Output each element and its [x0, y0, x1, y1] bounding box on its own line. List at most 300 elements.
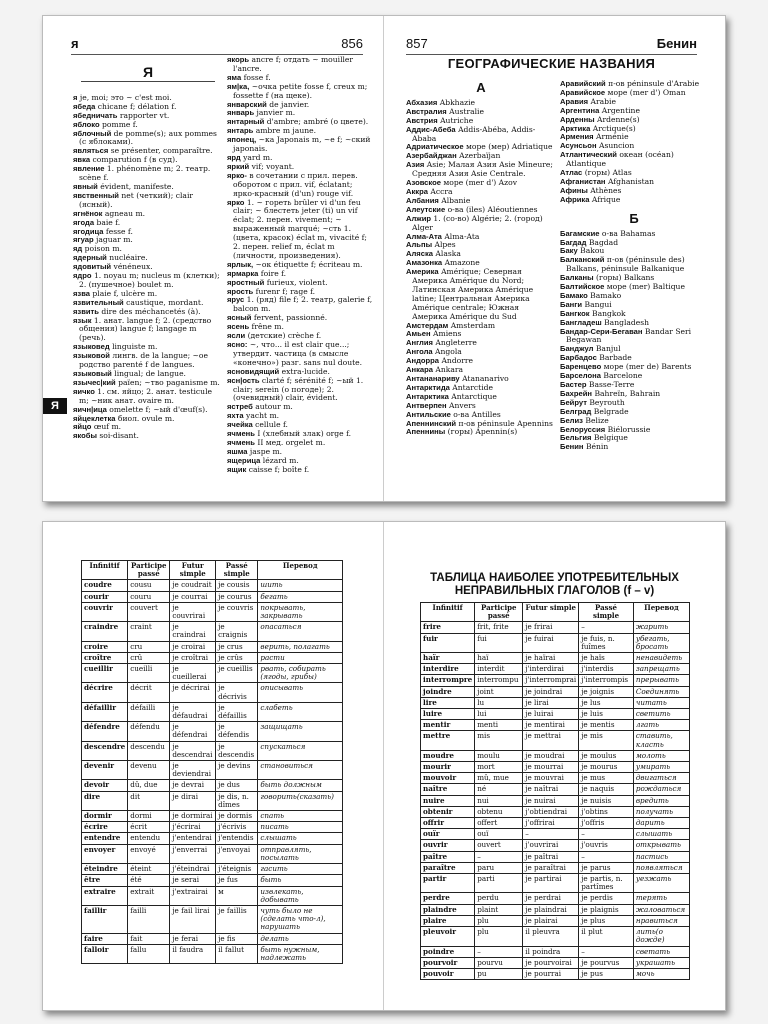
dictionary-entry: Алжир 1. (со-во) Algérie; 2. (город) Alger	[406, 213, 543, 232]
table-cell: говорить(сказать)	[258, 791, 343, 810]
dictionary-entry: Банджул Banjul	[560, 344, 621, 354]
table-cell: je mettrai	[523, 731, 579, 750]
table-cell: je parus	[579, 862, 634, 873]
table-cell: je crûs	[216, 652, 258, 663]
dictionary-entry: ясно: ~, что... il est clair que...; утвердит. частица (в смысле «конечно») разг. sans nul doute.	[227, 340, 363, 367]
dictionary-entry: ярко 1. ~ гореть brûler vi d'un feu clair; ~ блестеть jeter (ti) un vif éclat; 2. перен. vivement; ~ выраженный marqué; ~сть 1. (цвета, красок) éclat m, vivacité f; 2. перен. relief m, éclat m (личности, произведения).	[227, 197, 367, 260]
dictionary-entry: Алеутские о-ва (iles) Aléoutiennes	[406, 204, 538, 214]
table-row	[421, 795, 690, 806]
table-cell: pleuvoir	[421, 927, 475, 946]
dictionary-entry: яйцо œuf m.	[73, 422, 122, 432]
table-cell: été	[128, 875, 170, 886]
dictionary-entry: Бахрейн Bahreïn, Bahrain	[560, 388, 661, 398]
dictionary-entry: Ангола Angola	[406, 347, 462, 357]
table-row	[82, 702, 343, 721]
dictionary-entry: январь janvier m.	[227, 108, 296, 118]
verb-table-page-right	[384, 522, 725, 1010]
table-cell: je joignis	[579, 686, 634, 697]
dictionary-entry: ядро 1. noyau m; nucleus m (клетки); 2. (пушечное) boulet m.	[73, 271, 220, 289]
table-cell: fui	[475, 633, 523, 652]
table-row	[421, 968, 690, 979]
table-cell: offrir	[421, 818, 475, 829]
table-row	[421, 904, 690, 915]
table-cell: терять	[633, 893, 689, 904]
table-cell: écrire	[82, 822, 128, 833]
table-cell: luire	[421, 709, 475, 720]
table-cell: je fail lirai	[170, 905, 216, 933]
table-cell: je luis	[579, 709, 634, 720]
dictionary-entry: Азия Asie; Малая Азия Asie Mineure; Средняя Азия Asie Centrale.	[406, 160, 553, 179]
dictionary-entry: яшма jaspe m.	[227, 446, 283, 456]
table-row	[82, 652, 343, 663]
header-word: Бенин	[656, 36, 697, 51]
dictionary-entry: Бейрут Beyrouth	[560, 397, 625, 407]
dictionary-entry: Альпы Alpes	[406, 240, 456, 250]
table-cell: пастись	[633, 851, 689, 862]
table-cell: j'entendrai	[170, 833, 216, 844]
table-cell: naître	[421, 784, 475, 795]
table-cell: je cueillerai	[170, 664, 216, 683]
dictionary-entry: Арденны Ardenne(s)	[560, 114, 640, 124]
table-cell: fallu	[128, 944, 170, 963]
dictionary-entry: янтарный d'ambre; ambré (о цвете).	[227, 117, 369, 127]
table-cell: je dormirai	[170, 811, 216, 822]
table-row	[82, 905, 343, 933]
table-cell: –	[475, 851, 523, 862]
table-cell: interrompre	[421, 675, 475, 686]
table-cell: je décrirai	[170, 683, 216, 702]
table-cell: obtenir	[421, 806, 475, 817]
table-cell: lire	[421, 697, 475, 708]
table-cell: envoyé	[128, 844, 170, 863]
table-cell: je pourrai	[523, 968, 579, 979]
table-cell: открывать	[633, 840, 689, 851]
table-cell: je faillis	[216, 905, 258, 933]
table-cell: je moudrai	[523, 750, 579, 761]
dictionary-entry: ястреб autour m.	[227, 402, 293, 412]
dictionary-entry: Барселона Barcelone	[560, 371, 643, 381]
table-cell: je craignis	[216, 622, 258, 641]
dictionary-entry: язычес|кий païen; ~тво paganisme m.	[73, 377, 220, 387]
table-row	[421, 862, 690, 873]
table-cell: nui	[475, 795, 523, 806]
dictionary-entry: Аддис-Абеба Addis-Abéba, Addis-Ababa	[406, 124, 536, 143]
dictionary-entry: явление 1. phénomène m; 2. театр. scène f.	[73, 164, 211, 183]
dictionary-column-1	[73, 60, 223, 441]
table-cell: dormi	[128, 811, 170, 822]
table-cell: cueilli	[128, 664, 170, 683]
dictionary-entry: языковед linguiste m.	[73, 342, 158, 352]
table-cell: je fus	[216, 875, 258, 886]
table-cell: je dormis	[216, 811, 258, 822]
table-cell: joint	[475, 686, 523, 697]
table-cell: je mourus	[579, 762, 634, 773]
dictionary-entry: Бамако Bamako	[560, 290, 622, 300]
table-row	[82, 591, 343, 602]
dictionary-entry: яд poison m.	[73, 244, 122, 254]
verb-table-spread	[42, 521, 726, 1011]
dictionary-spread	[42, 15, 726, 502]
table-row	[421, 633, 690, 652]
section-a-heading: А	[476, 80, 486, 95]
table-cell: нравиться	[633, 915, 689, 926]
table-cell: j'entendis	[216, 833, 258, 844]
dictionary-entry: Алма-Ата Alma-Ata	[406, 231, 480, 241]
dictionary-entry: ясный fervent, passionné.	[227, 313, 328, 323]
table-cell: покрывать, закрывать	[258, 602, 343, 621]
table-row	[82, 641, 343, 652]
table-cell: –	[523, 829, 579, 840]
table-cell: j'enverrai	[170, 844, 216, 863]
table-row	[421, 697, 690, 708]
table-cell: je coudrait	[170, 580, 216, 591]
dictionary-entry: явка comparution f (в суд).	[73, 155, 178, 165]
table-row	[421, 622, 690, 633]
table-cell: м	[216, 886, 258, 905]
table-cell: шить	[258, 580, 343, 591]
table-cell: dû, due	[128, 780, 170, 791]
table-cell: –	[475, 946, 523, 957]
table-row	[421, 675, 690, 686]
dictionary-entry: Албания Albanie	[406, 195, 471, 205]
table-cell: paraître	[421, 862, 475, 873]
table-cell: cru	[128, 641, 170, 652]
dictionary-entry: ядерный nucléaire.	[73, 253, 148, 263]
table-cell: j'écrirai	[170, 822, 216, 833]
table-cell: быть	[258, 875, 343, 886]
table-row	[82, 844, 343, 863]
table-row	[421, 840, 690, 851]
table-cell: je naquis	[579, 784, 634, 795]
table-row	[82, 833, 343, 844]
table-cell: parti	[475, 874, 523, 893]
table-cell: je mus	[579, 773, 634, 784]
dictionary-entry: ясень frêne m.	[227, 322, 284, 332]
header-letter: я	[71, 36, 79, 51]
dictionary-entry: Бастер Basse-Terre	[560, 380, 635, 389]
table-row	[421, 874, 690, 893]
table-cell: молоть	[633, 750, 689, 761]
table-cell: il faudra	[170, 944, 216, 963]
dictionary-entry: Адриатическое море (мер) Adriatique	[406, 142, 553, 152]
table-cell: писать	[258, 822, 343, 833]
table-cell: жарить	[633, 622, 689, 633]
table-cell: croire	[82, 641, 128, 652]
dictionary-entry: ясли (детские) crèche f.	[227, 331, 322, 341]
table-cell: делать	[258, 933, 343, 944]
table-cell: слышать	[633, 829, 689, 840]
table-cell: je nuisis	[579, 795, 634, 806]
dictionary-entry: яблочный de pomme(s); aux pommes (с яблоками).	[73, 128, 217, 147]
dictionary-entry: Арктика Arctique(s)	[560, 123, 636, 133]
table-cell: haï	[475, 653, 523, 664]
table-cell: читать	[633, 697, 689, 708]
table-cell: je croîtrai	[170, 652, 216, 663]
table-cell: je dus	[216, 780, 258, 791]
table-row	[82, 741, 343, 760]
table-cell: poindre	[421, 946, 475, 957]
table-cell: запрещать	[633, 664, 689, 675]
table-cell: être	[82, 875, 128, 886]
dictionary-entry: Африка Afrique	[560, 194, 621, 204]
table-cell: je défaillis	[216, 702, 258, 721]
table-cell: plaint	[475, 904, 523, 915]
table-cell: получать	[633, 806, 689, 817]
table-cell: je fis	[216, 933, 258, 944]
table-cell: partir	[421, 874, 475, 893]
table-cell: mourir	[421, 762, 475, 773]
dictionary-entry: Апеннины (горы) Apennin(s)	[406, 427, 518, 437]
dictionary-entry: Асунсьон Asuncion	[560, 141, 635, 151]
table-cell: il plut	[579, 927, 634, 946]
table-cell: je haïrai	[523, 653, 579, 664]
table-cell: entendre	[82, 833, 128, 844]
table-cell: offert	[475, 818, 523, 829]
table-cell: прерывать	[633, 675, 689, 686]
dictionary-entry: Аравийское море (mer d') Oman	[560, 87, 686, 97]
table-row	[421, 773, 690, 784]
dictionary-entry: яхта yacht m.	[227, 411, 280, 421]
table-cell: mentir	[421, 720, 475, 731]
dictionary-entry: Америка Amérique; Северная Америка Amérique du Nord; Латинская Америка Amérique latine; Центральная Америка Amérique centrale; Южная Америка Amérique du Sud	[406, 267, 534, 321]
table-cell: perdu	[475, 893, 523, 904]
table-row	[82, 864, 343, 875]
dictionary-entry: Баку Bakou	[560, 246, 605, 256]
dictionary-entry: ярмарка foire f.	[227, 268, 287, 278]
table-cell: ставить, класть	[633, 731, 689, 750]
table-cell: ненавидеть	[633, 653, 689, 664]
table-cell: je dis, n. dîmes	[216, 791, 258, 810]
dictionary-entry: Бенин Bénin	[560, 442, 609, 452]
dictionary-entry: Амазонка Amazone	[406, 258, 480, 268]
table-cell: отправлять, посылать	[258, 844, 343, 863]
table-row	[82, 664, 343, 683]
table-cell: nuire	[421, 795, 475, 806]
table-cell: descendu	[128, 741, 170, 760]
table-row	[421, 893, 690, 904]
dictionary-entry: Белоруссия Biélorussie	[560, 424, 651, 434]
table-row	[421, 653, 690, 664]
table-row	[82, 886, 343, 905]
table-cell: слабеть	[258, 702, 343, 721]
table-cell: je deviendrai	[170, 761, 216, 780]
table-row	[421, 806, 690, 817]
running-header	[406, 36, 697, 55]
dictionary-entry: ярость furenr f; rage f.	[227, 286, 316, 296]
dictionary-entry: Австрия Autriche	[406, 115, 474, 125]
table-cell: бегать	[258, 591, 343, 602]
table-cell: быть нужным, надлежать	[258, 944, 343, 963]
table-cell: ouï	[475, 829, 523, 840]
table-row	[82, 791, 343, 810]
table-cell: je descendis	[216, 741, 258, 760]
table-cell: je nuirai	[523, 795, 579, 806]
table-cell: il fallut	[216, 944, 258, 963]
table-cell: couvert	[128, 602, 170, 621]
table-cell: je frirai	[523, 622, 579, 633]
dictionary-entry: яркий vif; voyant.	[227, 161, 295, 171]
table-row	[421, 957, 690, 968]
table-cell: obtenu	[475, 806, 523, 817]
dictionary-entry: Аравийский п-ов péninsule d'Arabie	[560, 79, 700, 88]
table-row	[421, 709, 690, 720]
table-cell: courir	[82, 591, 128, 602]
table-cell: haïr	[421, 653, 475, 664]
table-cell: je descendrai	[170, 741, 216, 760]
table-cell: interdire	[421, 664, 475, 675]
table-cell: devoir	[82, 780, 128, 791]
table-cell: joindre	[421, 686, 475, 697]
table-row	[421, 784, 690, 795]
table-cell: верить, полагать	[258, 641, 343, 652]
table-cell: спускаться	[258, 741, 343, 760]
table-row	[82, 602, 343, 621]
table-cell: жаловаться	[633, 904, 689, 915]
table-cell: je moulus	[579, 750, 634, 761]
dictionary-entry: язвить dire des méchancetés (à).	[73, 306, 201, 316]
table-cell: j'interdis	[579, 664, 634, 675]
table-row	[421, 946, 690, 957]
table-cell: falloir	[82, 944, 128, 963]
table-row	[82, 822, 343, 833]
table-cell: plu	[475, 915, 523, 926]
table-cell: je fuis, n. fuîmes	[579, 633, 634, 652]
dictionary-column-2	[227, 56, 375, 475]
table-cell: je pus	[579, 968, 634, 979]
table-row	[421, 750, 690, 761]
dictionary-entry: языковый lingual; de langue.	[73, 369, 186, 378]
dictionary-page-857	[384, 16, 725, 501]
table-cell: j'ouvris	[579, 840, 634, 851]
table-cell: j'éteignis	[216, 864, 258, 875]
table-cell: je lus	[579, 697, 634, 708]
dictionary-entry: Аляска Alaska	[406, 249, 461, 259]
dictionary-entry: являться se présenter, comparaître.	[73, 146, 213, 156]
dictionary-entry: ябедничать rapporter vt.	[73, 110, 170, 120]
dictionary-entry: ябеда chicane f; délation f.	[73, 101, 177, 111]
table-cell: dire	[82, 791, 128, 810]
table-cell: je partirai	[523, 874, 579, 893]
dictionary-entry: ячмень II мед. orgelet m.	[227, 437, 326, 447]
column-header: Passé simple	[216, 561, 258, 580]
dictionary-entry: Атлас (горы) Atlas	[560, 168, 632, 178]
table-row	[421, 915, 690, 926]
table-cell: j'obtins	[579, 806, 634, 817]
dictionary-entry: Анкара Ankara	[406, 365, 464, 375]
table-cell: светить	[633, 709, 689, 720]
dictionary-entry: Бельгия Belgique	[560, 433, 628, 443]
table-row	[82, 875, 343, 886]
table-cell: défendu	[128, 722, 170, 741]
table-cell: je partis, n. partîmes	[579, 874, 634, 893]
table-cell: дарить	[633, 818, 689, 829]
table-row	[82, 580, 343, 591]
table-cell: je devrai	[170, 780, 216, 791]
table-row	[421, 731, 690, 750]
table-row	[82, 761, 343, 780]
table-cell: je cousis	[216, 580, 258, 591]
dictionary-entry: Азербайджан Azerbaïjan	[406, 151, 501, 161]
table-cell: je défendrai	[170, 722, 216, 741]
dictionary-entry: Амстердам Amsterdam	[406, 320, 496, 330]
table-cell: je dirai	[170, 791, 216, 810]
table-cell: описывать	[258, 683, 343, 702]
table-cell: plaindre	[421, 904, 475, 915]
column-header: Futur simple	[170, 561, 216, 580]
table-row	[421, 720, 690, 731]
table-cell: craint	[128, 622, 170, 641]
table-cell: devenu	[128, 761, 170, 780]
dictionary-entry: Бандар-Сери-Бегаван Bandar Seri Begawan	[560, 326, 692, 345]
dictionary-entry: Афины Athènes	[560, 185, 622, 195]
table-cell: je mis	[579, 731, 634, 750]
dictionary-entry: Аргентина Argentine	[560, 105, 640, 115]
table-cell: pourvoir	[421, 957, 475, 968]
dictionary-entry: яичко 1. см. яйцо; 2. анат. testicule m; ~ник анат. ovaire m.	[73, 386, 212, 405]
table-row	[421, 829, 690, 840]
table-cell: ouvrir	[421, 840, 475, 851]
table-cell: crû	[128, 652, 170, 663]
dictionary-entry: Антверпен Anvers	[406, 400, 476, 410]
table-title-line-2: НЕПРАВИЛЬНЫХ ГЛАГОЛОВ (f – v)	[454, 585, 655, 597]
section-title: ГЕОГРАФИЧЕСКИЕ НАЗВАНИЯ	[447, 56, 656, 71]
table-cell: lui	[475, 709, 523, 720]
table-cell: interrompu	[475, 675, 523, 686]
table-row	[82, 722, 343, 741]
dictionary-entry: ясновидящий extra-lucide.	[227, 366, 330, 376]
table-cell: лить(о дожде)	[633, 927, 689, 946]
table-cell: plu	[475, 927, 523, 946]
table-cell: croître	[82, 652, 128, 663]
table-cell: je joindrai	[523, 686, 579, 697]
table-cell: devenir	[82, 761, 128, 780]
table-title-line-1: ТАБЛИЦА НАИБОЛЕЕ УПОТРЕБИТЕЛЬНЫХ	[430, 572, 679, 584]
table-cell: mû, mue	[475, 773, 523, 784]
table-cell: рождаться	[633, 784, 689, 795]
table-cell: –	[579, 946, 634, 957]
table-cell: je croirai	[170, 641, 216, 652]
page-number: 856	[341, 36, 363, 51]
dictionary-entry: ягнёнок agneau m.	[73, 208, 146, 218]
dictionary-entry: Белград Belgrade	[560, 406, 629, 416]
table-cell: je mourrai	[523, 762, 579, 773]
dictionary-entry: яма fosse f.	[227, 72, 271, 82]
dictionary-entry: ягода baie f.	[73, 217, 121, 227]
table-cell: уезжать	[633, 874, 689, 893]
table-cell: je crus	[216, 641, 258, 652]
table-cell: éteindre	[82, 864, 128, 875]
dictionary-entry: Аккра Accra	[406, 186, 453, 196]
table-cell: pouvoir	[421, 968, 475, 979]
table-cell: je ferai	[170, 933, 216, 944]
table-cell: décrire	[82, 683, 128, 702]
dictionary-entry: Банги Bangui	[560, 299, 612, 309]
dictionary-entry: ярлык, ~ок étiquette f; écriteau m.	[227, 259, 363, 269]
table-cell: il poindra	[523, 946, 579, 957]
table-cell: je courus	[216, 591, 258, 602]
table-cell: éteint	[128, 864, 170, 875]
table-cell: украшать	[633, 957, 689, 968]
table-cell: je plaindrai	[523, 904, 579, 915]
table-row	[421, 927, 690, 946]
table-cell: je perdis	[579, 893, 634, 904]
table-cell: entendu	[128, 833, 170, 844]
dictionary-entry: яблоко pomme f.	[73, 119, 138, 129]
dictionary-entry: Атлантический океан (océan) Atlantique	[560, 150, 674, 169]
dictionary-entry: ячмень I (хлебный злак) orge f.	[227, 429, 352, 439]
table-cell: светать	[633, 946, 689, 957]
dictionary-entry: Барбадос Barbade	[560, 353, 632, 363]
